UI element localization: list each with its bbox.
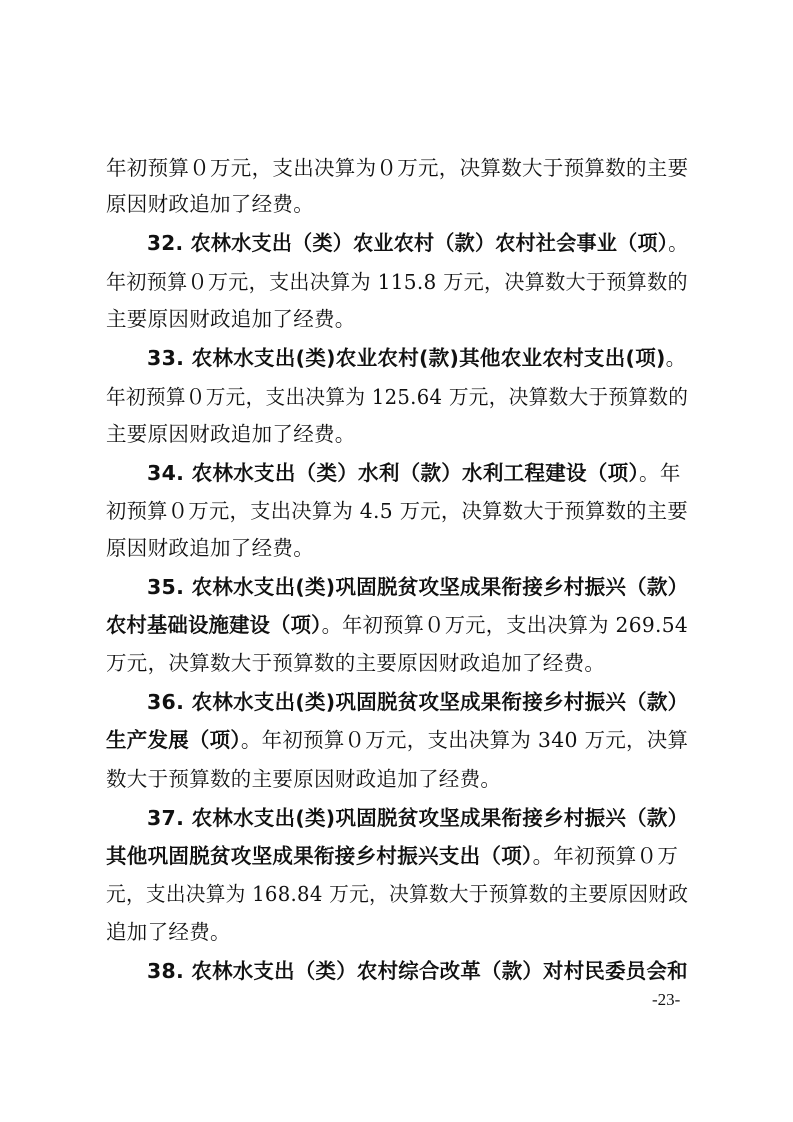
paragraph-first-line [147, 953, 688, 989]
paragraph-line [106, 301, 356, 337]
body-text: 追加了经费。 [106, 920, 231, 944]
paragraph-line [106, 493, 688, 529]
item-heading-text: 其他巩固脱贫攻坚成果衔接乡村振兴支出（项） [106, 844, 533, 868]
paragraph-line [106, 722, 688, 758]
item-heading-text: 农村基础设施建设（项） [106, 613, 322, 637]
body-text: 主要原因财政追加了经费。 [106, 422, 356, 446]
paragraph-line [106, 838, 678, 874]
body-text: 主要原因财政追加了经费。 [106, 307, 356, 331]
paragraph-line [106, 416, 356, 452]
body-text: 原因财政追加了经费。 [106, 192, 314, 216]
paragraph-first-line [147, 569, 688, 605]
item-heading-text: 生产发展（项） [106, 728, 241, 752]
paragraph-line [106, 264, 688, 300]
paragraph-line [106, 607, 688, 643]
paragraph-first-line [147, 684, 688, 720]
body-text: 。年 [639, 461, 681, 485]
body-text: 。年初预算０万 [532, 844, 679, 868]
item-heading-text: 34. 农林水支出（类）水利（款）水利工程建设（项） [147, 461, 640, 485]
body-text: 年初预算０万元，支出决算为 125.64 万元，决算数大于预算数的 [106, 385, 689, 409]
paragraph-first-line [147, 455, 681, 491]
item-heading-text: 37. 农林水支出(类)巩固脱贫攻坚成果衔接乡村振兴（款） [147, 806, 689, 830]
paragraph-first-line [147, 800, 688, 836]
body-text: 万元，决算数大于预算数的主要原因财政追加了经费。 [106, 651, 606, 675]
item-heading-text: 35. 农林水支出(类)巩固脱贫攻坚成果衔接乡村振兴（款） [147, 575, 689, 599]
item-heading-text: 33. 农林水支出(类)农业农村(款)其他农业农村支出(项) [147, 346, 666, 370]
paragraph-line [106, 379, 688, 415]
body-text: 。 [665, 346, 687, 370]
page-number: -23- [652, 990, 681, 1009]
body-text: 年初预算０万元，支出决算为０万元，决算数大于预算数的主要 [106, 156, 689, 180]
paragraph-line [106, 914, 231, 950]
paragraph-line [106, 530, 314, 566]
item-heading-text: 38. 农林水支出（类）农村综合改革（款）对村民委员会和 [147, 959, 688, 983]
body-text: 原因财政追加了经费。 [106, 536, 314, 560]
body-text: 年初预算０万元，支出决算为 115.8 万元，决算数大于预算数的 [106, 270, 688, 294]
body-text: 数大于预算数的主要原因财政追加了经费。 [106, 767, 502, 791]
body-text: 。 [668, 231, 689, 255]
paragraph-line [106, 876, 688, 912]
paragraph-line [106, 645, 605, 681]
body-text: 。年初预算０万元，支出决算为 269.54 [321, 613, 689, 637]
body-text: 初预算０万元，支出决算为 4.5 万元，决算数大于预算数的主要 [106, 499, 688, 523]
paragraph-line [106, 186, 314, 222]
paragraph-first-line [147, 340, 686, 376]
body-text: 。年初预算０万元，支出决算为 340 万元，决算 [240, 728, 689, 752]
item-heading-text: 36. 农林水支出(类)巩固脱贫攻坚成果衔接乡村振兴（款） [147, 690, 689, 714]
paragraph-line [106, 150, 688, 186]
item-heading-text: 32. 农林水支出（类）农业农村（款）农村社会事业（项） [147, 231, 669, 255]
paragraph-first-line [147, 225, 688, 261]
paragraph-line [106, 761, 501, 797]
body-text: 元，支出决算为 168.84 万元，决算数大于预算数的主要原因财政 [106, 882, 689, 906]
